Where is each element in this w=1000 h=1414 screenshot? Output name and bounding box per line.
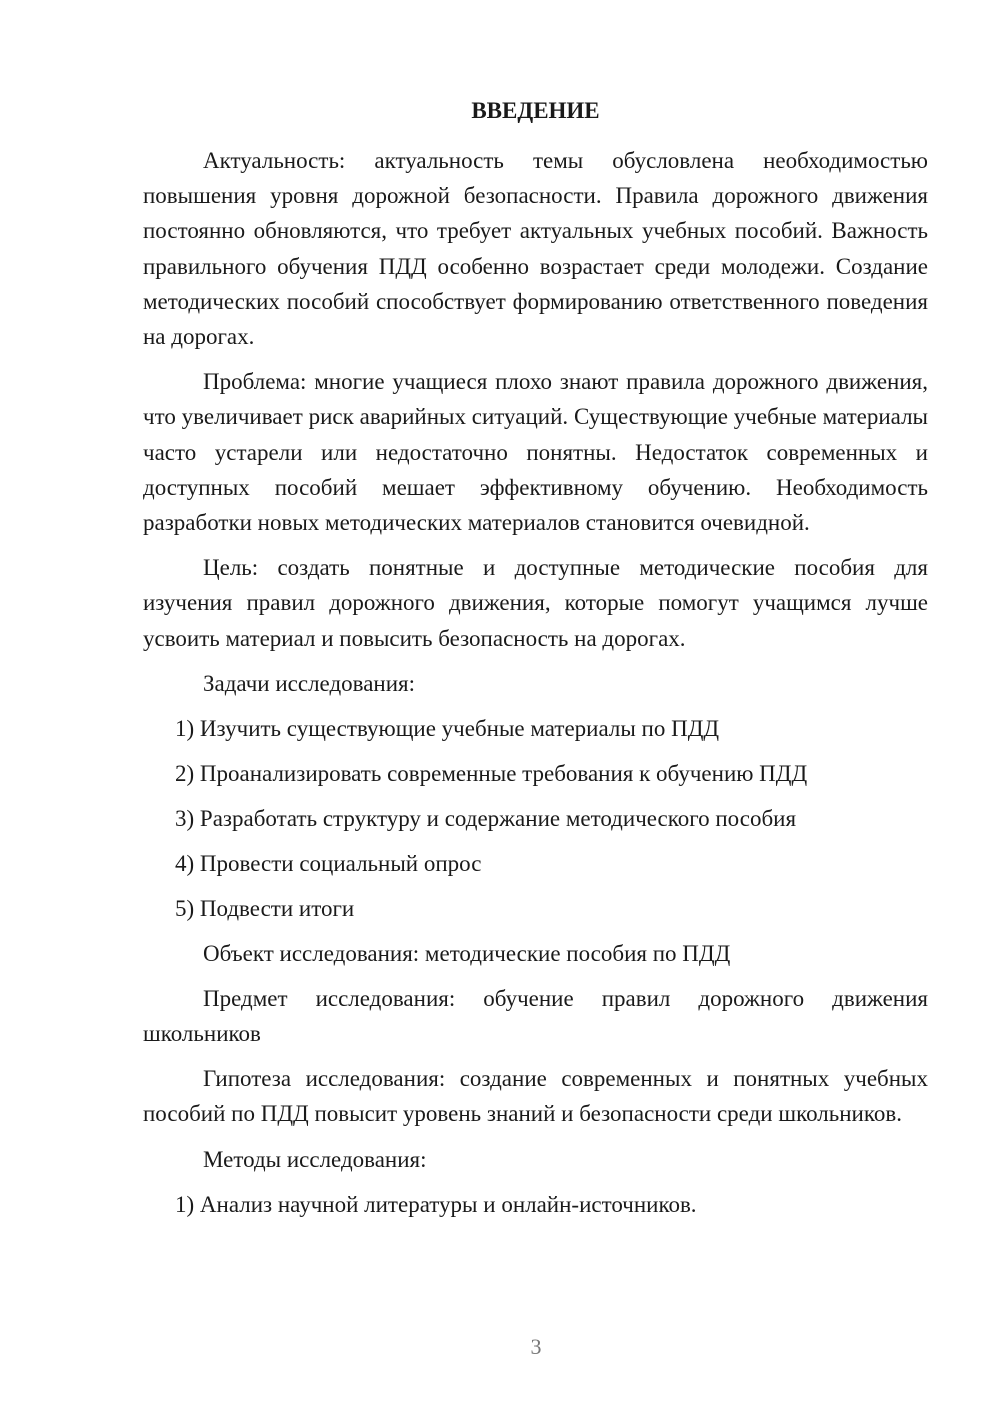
- research-object: Объект исследования: методические пособия по ПДД: [203, 940, 731, 966]
- research-hypothesis: Гипотеза исследования: создание современных и понятных учебных пособий по ПДД повысит уровень знаний и безопасности среди школьников.: [143, 1066, 928, 1127]
- page-number: 3: [530, 1334, 542, 1359]
- document-page: [143, 93, 928, 1232]
- research-subject: Предмет исследования: обучение правил дорожного движения школьников: [143, 985, 928, 1047]
- list-item: 2) Проанализировать современные требования к обучению ПДД: [175, 760, 808, 786]
- methods-list: [143, 1187, 928, 1222]
- list-item: 5) Подвести итоги: [175, 895, 355, 921]
- relevance-paragraph: Актуальность: актуальность темы обусловлена необходимостью повышения уровня дорожной безопасности. Правила дорожного движения постоянно обновляются, что требует актуальных учебных пособий. Важность правильного обучения ПДД особенно возрастает среди молодежи. Создание методических пособий способствует формированию ответственного поведения на дорогах.: [143, 148, 928, 350]
- list-item: 4) Провести социальный опрос: [175, 850, 482, 876]
- problem-paragraph: Проблема: многие учащиеся плохо знают правила дорожного движения, что увеличивает риск аварийных ситуаций. Существующие учебные материалы часто устарели или недостаточно понятны. Недостаток современных и доступных пособий мешает эффективному обучению. Необходимость разработки новых методических материалов становится очевидной.: [143, 369, 928, 536]
- list-item: 3) Разработать структуру и содержание методического пособия: [175, 805, 797, 831]
- tasks-list: [143, 711, 928, 926]
- methods-heading: Методы исследования:: [203, 1146, 427, 1172]
- tasks-heading: Задачи исследования:: [203, 670, 416, 696]
- goal-paragraph: Цель: создать понятные и доступные методические пособия для изучения правил дорожного движения, которые помогут учащимся лучше усвоить материал и повысить безопасность на дорогах.: [143, 555, 928, 651]
- page-title: ВВЕДЕНИЕ: [471, 98, 600, 123]
- list-item: 1) Изучить существующие учебные материалы по ПДД: [175, 715, 720, 741]
- list-item: 1) Анализ научной литературы и онлайн-источников.: [175, 1191, 697, 1217]
